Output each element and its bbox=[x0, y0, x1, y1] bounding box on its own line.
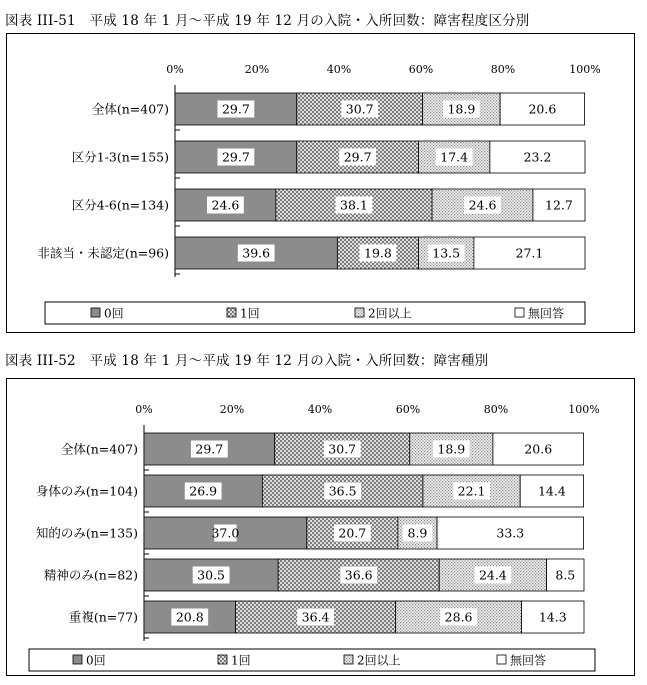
x-tick-label: 40% bbox=[326, 63, 352, 76]
data-label: 19.8 bbox=[364, 245, 392, 261]
data-label: 13.5 bbox=[432, 245, 461, 261]
legend-swatch bbox=[497, 655, 506, 664]
chart-1 bbox=[7, 34, 634, 332]
data-label: 24.6 bbox=[468, 197, 497, 213]
legend-label: 無回答 bbox=[510, 653, 547, 668]
category-label: 区分1-3(n=155) bbox=[71, 149, 169, 165]
data-label: 20.7 bbox=[338, 525, 367, 541]
data-label: 14.4 bbox=[537, 483, 566, 499]
x-tick-label: 20% bbox=[244, 63, 270, 76]
legend-swatch bbox=[91, 308, 100, 317]
x-tick-label: 100% bbox=[568, 403, 600, 416]
data-label: 29.7 bbox=[195, 441, 224, 457]
x-tick-label: 0% bbox=[135, 403, 153, 416]
category-label: 身体のみ(n=104) bbox=[35, 483, 138, 499]
legend-label: 0回 bbox=[104, 306, 124, 321]
category-label: 知的のみ(n=135) bbox=[35, 525, 138, 541]
legend-swatch bbox=[355, 308, 364, 317]
data-label: 22.1 bbox=[457, 483, 486, 499]
data-label: 37.0 bbox=[211, 525, 240, 541]
data-label: 17.4 bbox=[440, 149, 469, 165]
data-label: 28.6 bbox=[444, 609, 473, 625]
legend-box bbox=[45, 302, 585, 324]
data-label: 33.3 bbox=[496, 525, 525, 541]
category-label: 全体(n=407) bbox=[91, 101, 169, 117]
data-label: 12.7 bbox=[545, 197, 573, 213]
data-label: 27.1 bbox=[515, 245, 544, 261]
data-label: 29.7 bbox=[221, 149, 250, 165]
chart-panel-1 bbox=[6, 33, 635, 333]
legend-swatch bbox=[218, 655, 227, 664]
data-label: 20.6 bbox=[528, 101, 557, 117]
category-label: 非該当・未認定(n=96) bbox=[37, 245, 169, 261]
data-label: 14.3 bbox=[538, 609, 567, 625]
x-tick-label: 60% bbox=[408, 63, 434, 76]
data-label: 18.9 bbox=[447, 101, 476, 117]
legend bbox=[29, 649, 595, 671]
data-label: 30.7 bbox=[328, 441, 357, 457]
x-tick-label: 20% bbox=[219, 403, 245, 416]
legend-label: 2回以上 bbox=[368, 306, 412, 321]
chart-2 bbox=[7, 379, 634, 675]
x-tick-label: 60% bbox=[395, 403, 421, 416]
legend-label: 1回 bbox=[231, 653, 251, 668]
category-label: 重複(n=77) bbox=[68, 609, 138, 625]
legend-swatch bbox=[515, 308, 524, 317]
data-label: 29.7 bbox=[221, 101, 250, 117]
legend-label: 無回答 bbox=[528, 306, 565, 321]
category-label: 全体(n=407) bbox=[60, 441, 138, 457]
legend-label: 0回 bbox=[86, 653, 106, 668]
data-label: 8.9 bbox=[407, 525, 428, 541]
legend-label: 1回 bbox=[240, 306, 260, 321]
data-label: 39.6 bbox=[242, 245, 271, 261]
data-label: 20.8 bbox=[175, 609, 204, 625]
chart-title-1: 図表 III-51 平成 18 年 1 月～平成 19 年 12 月の入院・入所回数：障害程度区分別 bbox=[5, 13, 530, 29]
data-label: 30.5 bbox=[197, 567, 226, 583]
legend-swatch bbox=[73, 655, 82, 664]
data-label: 29.7 bbox=[343, 149, 372, 165]
x-tick-label: 80% bbox=[490, 63, 516, 76]
data-label: 30.7 bbox=[345, 101, 374, 117]
data-label: 36.5 bbox=[328, 483, 357, 499]
data-label: 20.6 bbox=[524, 441, 553, 457]
x-tick-label: 100% bbox=[569, 63, 601, 76]
x-tick-label: 80% bbox=[483, 403, 509, 416]
legend bbox=[45, 302, 585, 324]
legend-swatch bbox=[344, 655, 353, 664]
data-label: 8.5 bbox=[555, 567, 576, 583]
legend-label: 2回以上 bbox=[357, 653, 401, 668]
data-label: 23.2 bbox=[523, 149, 552, 165]
x-tick-label: 0% bbox=[166, 63, 184, 76]
data-label: 24.4 bbox=[478, 567, 507, 583]
data-label: 18.9 bbox=[437, 441, 466, 457]
chart-title-2: 図表 III-52 平成 18 年 1 月～平成 19 年 12 月の入院・入所回数：障害種別 bbox=[5, 353, 489, 369]
data-label: 26.9 bbox=[189, 483, 218, 499]
legend-swatch bbox=[227, 308, 236, 317]
data-label: 36.4 bbox=[301, 609, 330, 625]
data-label: 36.6 bbox=[344, 567, 373, 583]
chart-panel-2 bbox=[6, 378, 635, 676]
data-label: 24.6 bbox=[211, 197, 240, 213]
x-tick-label: 40% bbox=[307, 403, 333, 416]
category-label: 精神のみ(n=82) bbox=[43, 567, 138, 583]
data-label: 38.1 bbox=[340, 197, 368, 213]
category-label: 区分4-6(n=134) bbox=[71, 197, 169, 213]
